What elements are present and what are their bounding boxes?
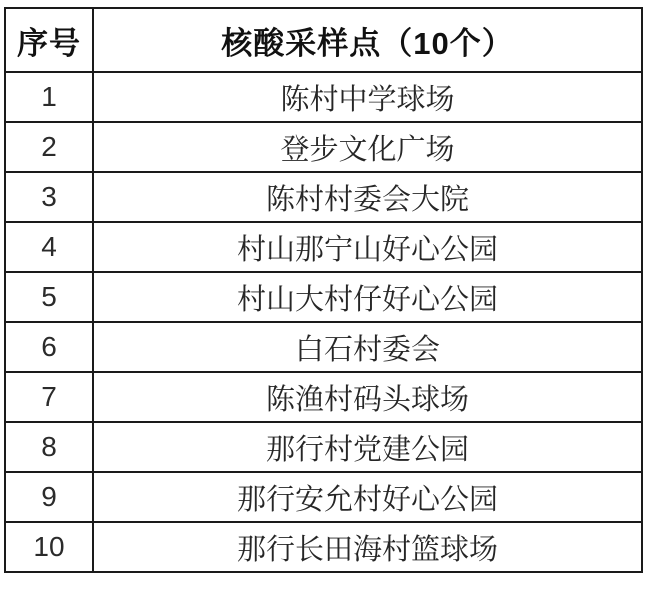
row-site: 村山那宁山好心公园 (93, 222, 642, 272)
table-row (5, 522, 642, 572)
row-index: 3 (5, 172, 93, 222)
row-index: 8 (5, 422, 93, 472)
header-row (5, 8, 642, 72)
row-index: 1 (5, 72, 93, 122)
sampling-sites-table (4, 7, 643, 573)
row-index: 7 (5, 372, 93, 422)
table-body (5, 72, 642, 572)
row-index: 10 (5, 522, 93, 572)
row-site: 陈村村委会大院 (93, 172, 642, 222)
table-row (5, 372, 642, 422)
table-header (5, 8, 642, 72)
header-cell-site: 核酸采样点（10个） (93, 8, 642, 72)
row-site: 那行长田海村篮球场 (93, 522, 642, 572)
table-row (5, 222, 642, 272)
row-site: 那行安允村好心公园 (93, 472, 642, 522)
table-row (5, 422, 642, 472)
row-site: 白石村委会 (93, 322, 642, 372)
table-row (5, 72, 642, 122)
row-index: 2 (5, 122, 93, 172)
table-row (5, 122, 642, 172)
row-index: 5 (5, 272, 93, 322)
header-cell-index: 序号 (5, 8, 93, 72)
row-site: 那行村党建公园 (93, 422, 642, 472)
row-site: 陈村中学球场 (93, 72, 642, 122)
table-row (5, 322, 642, 372)
row-site: 村山大村仔好心公园 (93, 272, 642, 322)
row-index: 9 (5, 472, 93, 522)
row-index: 4 (5, 222, 93, 272)
row-index: 6 (5, 322, 93, 372)
table-row (5, 472, 642, 522)
row-site: 登步文化广场 (93, 122, 642, 172)
table-row (5, 272, 642, 322)
row-site: 陈渔村码头球场 (93, 372, 642, 422)
table-row (5, 172, 642, 222)
